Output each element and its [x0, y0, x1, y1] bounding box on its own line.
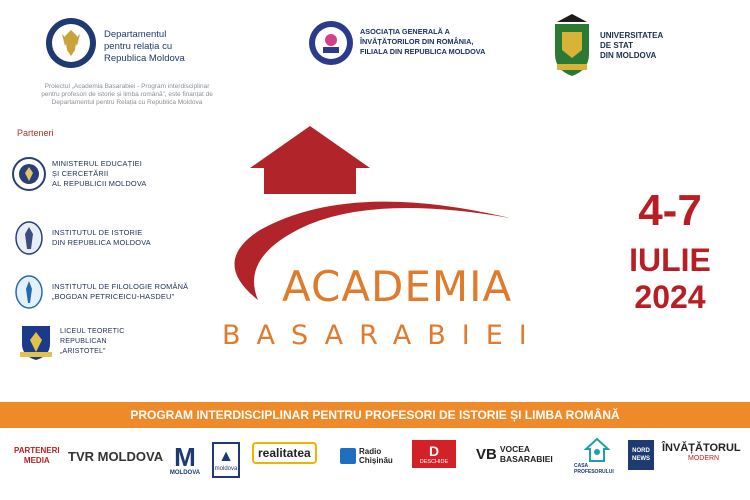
- department-line: Republica Moldova: [104, 53, 185, 64]
- vocea-label: [500, 444, 553, 464]
- deschide-icon: D: [428, 442, 440, 459]
- association-label: [360, 27, 485, 57]
- tvr-moldova-logo: TVR MOLDOVA: [68, 448, 164, 464]
- partner-line: LICEUL TEORETIC: [60, 328, 125, 335]
- partner-history-institute: [14, 221, 151, 255]
- event-days: 4-7: [638, 186, 702, 235]
- partner-line: „BOGDAN PETRICEICU-HASDEU”: [52, 292, 175, 301]
- department-label: [104, 29, 185, 65]
- university-line: DIN MOLDOVA: [600, 51, 657, 60]
- realitatea-logo: realitatea: [252, 442, 317, 464]
- partner-history-label: [52, 228, 151, 248]
- moldova2-label: moldova: [214, 466, 238, 472]
- partner-line: INSTITUTUL DE ISTORIE: [52, 228, 143, 237]
- vb-icon: VB: [476, 445, 497, 463]
- partner-line: ȘI CERCETĂRII: [52, 169, 109, 178]
- radio-label: [359, 447, 393, 465]
- vocea-line: BASARABIEI: [499, 454, 553, 464]
- news-line: NEWS: [632, 456, 650, 462]
- event-title: ACADEMIA: [282, 262, 513, 311]
- casa-label: CASA PROFESORULUI: [574, 463, 614, 475]
- media-title-line: MEDIA: [23, 456, 50, 465]
- news-line: NORD: [632, 448, 650, 454]
- radio-line: Radio: [359, 447, 382, 456]
- association-line: ÎNVĂȚĂTORILOR DIN ROMÂNIA,: [360, 37, 474, 46]
- partner-lyceum-label: [60, 327, 124, 357]
- gov-seal-icon: [44, 16, 98, 75]
- association-logo-icon: [308, 20, 354, 71]
- ministry-seal-icon: [12, 157, 46, 191]
- funding-note-line: Proiectul „Academia Basarabiei - Program interdisciplinar: [44, 83, 210, 90]
- deschide-label: DESCHIDE: [419, 458, 449, 465]
- partner-line: AL REPUBLICII MOLDOVA: [52, 179, 147, 188]
- invatatorul-modern-logo: [662, 442, 741, 463]
- partner-philology-institute: [14, 275, 188, 309]
- media-title-line: PARTENERI: [14, 446, 60, 455]
- funding-note: [22, 83, 232, 107]
- partner-ministry-label: [52, 159, 147, 189]
- university-label: [600, 31, 663, 61]
- event-subtitle: BASARABIEI: [222, 320, 543, 351]
- partners-title: Parteneri: [17, 128, 54, 138]
- partner-line: DIN REPUBLICA MOLDOVA: [52, 238, 151, 247]
- partner-line: MINISTERUL EDUCAȚIEI: [52, 159, 142, 168]
- partner-line: „ARISTOTEL”: [60, 348, 106, 355]
- moldova1-label: MOLDOVA: [169, 470, 201, 476]
- invatatorul-line: MODERN: [688, 455, 720, 462]
- vocea-line: VOCEA: [499, 444, 531, 454]
- invatatorul-line: ÎNVĂȚĂTORUL: [662, 442, 741, 454]
- radio-chisinau-logo: [340, 444, 393, 468]
- philology-institute-icon: [14, 275, 44, 309]
- university-line: UNIVERSITATEA: [600, 31, 664, 40]
- deschide-logo: [412, 440, 456, 468]
- radio-line: Chișinău: [359, 456, 393, 465]
- radio-icon: [340, 448, 356, 464]
- moldova1-m-icon: M: [174, 442, 196, 472]
- department-line: Departamentul: [104, 29, 167, 40]
- association-line: ASOCIAȚIA GENERALĂ A: [360, 27, 450, 36]
- vocea-basarabiei-logo: [476, 442, 553, 466]
- partner-ministry: [12, 157, 147, 191]
- partner-lyceum: [16, 322, 124, 362]
- department-line: pentru relația cu: [104, 41, 173, 52]
- funding-note-line: pentru profesori de istorie și limba română”, este finanțat de: [41, 91, 213, 98]
- history-institute-icon: [14, 221, 44, 255]
- partner-philology-label: [52, 282, 188, 302]
- moldova2-logo: [212, 442, 240, 478]
- partner-line: REPUBLICAN: [60, 338, 107, 345]
- event-month: IULIE: [629, 242, 711, 278]
- media-partners-title: [14, 446, 60, 466]
- program-banner: PROGRAM INTERDISCIPLINAR PENTRU PROFESORI DE ISTORIE ȘI LIMBA ROMÂNĂ: [0, 402, 750, 428]
- nord-news-logo: [628, 440, 654, 470]
- lyceum-crest-icon: [16, 322, 56, 362]
- university-crest-icon: [553, 14, 591, 85]
- association-line: FILIALA DIN REPUBLICA MOLDOVA: [360, 47, 486, 56]
- funding-note-line: Departamentul pentru Relația cu Republica Moldova: [51, 99, 203, 106]
- partner-line: INSTITUTUL DE FILOLOGIE ROMÂNĂ: [52, 282, 189, 291]
- casa-profesorului-logo: [574, 434, 620, 478]
- event-year: 2024: [634, 279, 706, 315]
- moldova1-logo: [168, 440, 202, 480]
- university-line: DE STAT: [600, 41, 634, 50]
- moldova2-icon: ▲: [218, 448, 234, 465]
- casa-house-icon: [584, 437, 610, 463]
